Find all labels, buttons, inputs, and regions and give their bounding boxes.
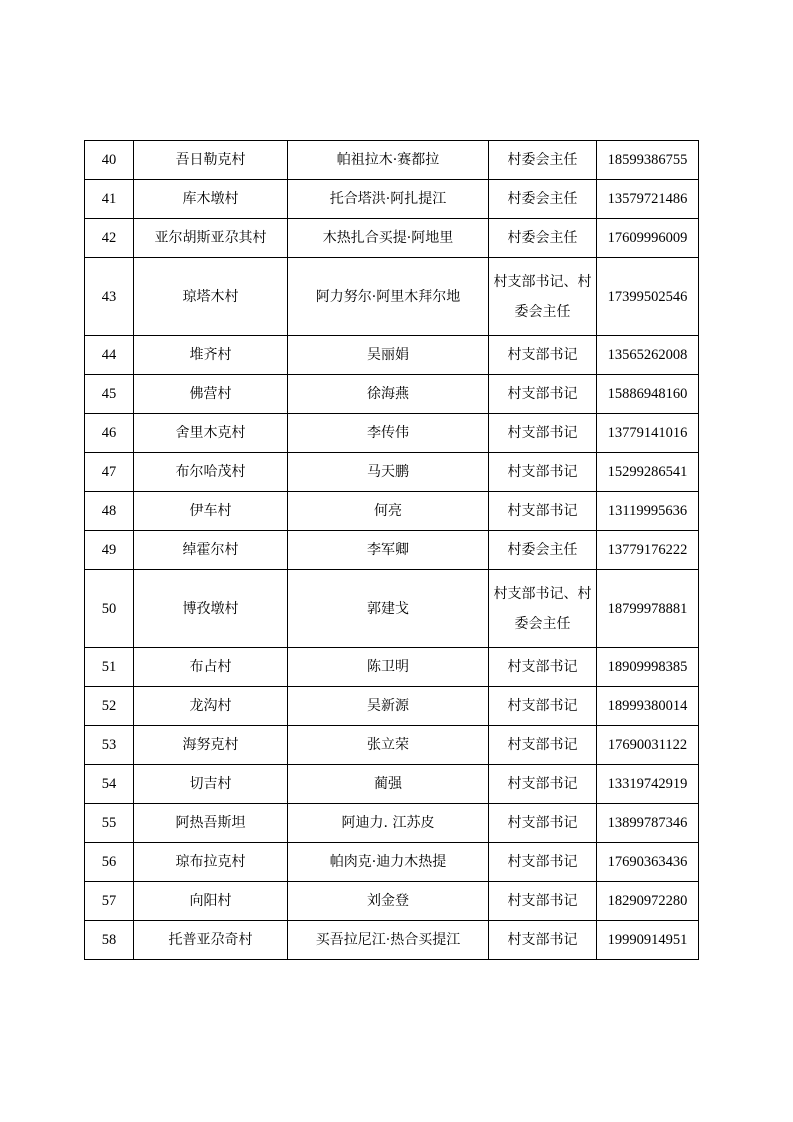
- row-number: 52: [85, 687, 134, 726]
- phone-number: 15886948160: [597, 375, 699, 414]
- person-name: 阿迪力. 江苏皮: [288, 804, 489, 843]
- table-row: [85, 531, 699, 570]
- table-row: [85, 921, 699, 960]
- person-name: 李传伟: [288, 414, 489, 453]
- row-number: 58: [85, 921, 134, 960]
- phone-number: 13779141016: [597, 414, 699, 453]
- position: 村委会主任: [489, 141, 597, 180]
- phone-number: 18599386755: [597, 141, 699, 180]
- village-name: 琼塔木村: [134, 258, 288, 336]
- table-row: [85, 570, 699, 648]
- row-number: 42: [85, 219, 134, 258]
- phone-number: 17690031122: [597, 726, 699, 765]
- village-name: 阿热吾斯坦: [134, 804, 288, 843]
- person-name: 吴新源: [288, 687, 489, 726]
- row-number: 56: [85, 843, 134, 882]
- contact-table: [84, 140, 699, 960]
- phone-number: 13779176222: [597, 531, 699, 570]
- phone-number: 13119995636: [597, 492, 699, 531]
- table-row: [85, 648, 699, 687]
- village-name: 堆齐村: [134, 336, 288, 375]
- position: 村支部书记: [489, 882, 597, 921]
- position: 村支部书记: [489, 843, 597, 882]
- position: 村支部书记: [489, 414, 597, 453]
- table-row: [85, 843, 699, 882]
- person-name: 吴丽娟: [288, 336, 489, 375]
- position: 村支部书记: [489, 492, 597, 531]
- row-number: 43: [85, 258, 134, 336]
- table-row: [85, 141, 699, 180]
- table-row: [85, 258, 699, 336]
- phone-number: 13319742919: [597, 765, 699, 804]
- position: 村支部书记: [489, 921, 597, 960]
- village-name: 切吉村: [134, 765, 288, 804]
- table-body: [85, 141, 699, 960]
- row-number: 47: [85, 453, 134, 492]
- table-row: [85, 687, 699, 726]
- table-row: [85, 180, 699, 219]
- position: 村支部书记: [489, 336, 597, 375]
- person-name: 陈卫明: [288, 648, 489, 687]
- table-row: [85, 336, 699, 375]
- table-row: [85, 882, 699, 921]
- position: 村委会主任: [489, 180, 597, 219]
- position: 村委会主任: [489, 531, 597, 570]
- village-name: 佛营村: [134, 375, 288, 414]
- phone-number: 17399502546: [597, 258, 699, 336]
- row-number: 49: [85, 531, 134, 570]
- table-row: [85, 804, 699, 843]
- table-row: [85, 414, 699, 453]
- person-name: 马天鹏: [288, 453, 489, 492]
- village-name: 库木墩村: [134, 180, 288, 219]
- village-name: 向阳村: [134, 882, 288, 921]
- position: 村支部书记: [489, 765, 597, 804]
- position: 村支部书记: [489, 687, 597, 726]
- position: 村支部书记、村委会主任: [489, 258, 597, 336]
- person-name: 买吾拉尼江·热合买提江: [288, 921, 489, 960]
- person-name: 李军卿: [288, 531, 489, 570]
- row-number: 40: [85, 141, 134, 180]
- village-name: 绰霍尔村: [134, 531, 288, 570]
- village-name: 琼布拉克村: [134, 843, 288, 882]
- phone-number: 18290972280: [597, 882, 699, 921]
- village-name: 博孜墩村: [134, 570, 288, 648]
- row-number: 46: [85, 414, 134, 453]
- village-name: 海努克村: [134, 726, 288, 765]
- phone-number: 13579721486: [597, 180, 699, 219]
- row-number: 50: [85, 570, 134, 648]
- row-number: 45: [85, 375, 134, 414]
- person-name: 木热扎合买提·阿地里: [288, 219, 489, 258]
- phone-number: 18999380014: [597, 687, 699, 726]
- position: 村支部书记: [489, 648, 597, 687]
- person-name: 蔺强: [288, 765, 489, 804]
- village-name: 吾日勒克村: [134, 141, 288, 180]
- table-row: [85, 453, 699, 492]
- row-number: 57: [85, 882, 134, 921]
- table-row: [85, 765, 699, 804]
- village-name: 龙沟村: [134, 687, 288, 726]
- position: 村支部书记、村委会主任: [489, 570, 597, 648]
- position: 村支部书记: [489, 453, 597, 492]
- person-name: 帕肉克·迪力木热提: [288, 843, 489, 882]
- position: 村委会主任: [489, 219, 597, 258]
- village-name: 伊车村: [134, 492, 288, 531]
- phone-number: 13565262008: [597, 336, 699, 375]
- table-row: [85, 375, 699, 414]
- position: 村支部书记: [489, 375, 597, 414]
- phone-number: 17609996009: [597, 219, 699, 258]
- document-page: [84, 140, 699, 960]
- phone-number: 13899787346: [597, 804, 699, 843]
- row-number: 53: [85, 726, 134, 765]
- table-row: [85, 492, 699, 531]
- table-row: [85, 219, 699, 258]
- row-number: 44: [85, 336, 134, 375]
- person-name: 托合塔洪·阿扎提江: [288, 180, 489, 219]
- row-number: 48: [85, 492, 134, 531]
- village-name: 布尔哈茂村: [134, 453, 288, 492]
- person-name: 刘金登: [288, 882, 489, 921]
- village-name: 舍里木克村: [134, 414, 288, 453]
- table-row: [85, 726, 699, 765]
- village-name: 托普亚尕奇村: [134, 921, 288, 960]
- phone-number: 17690363436: [597, 843, 699, 882]
- row-number: 54: [85, 765, 134, 804]
- person-name: 何亮: [288, 492, 489, 531]
- phone-number: 18909998385: [597, 648, 699, 687]
- village-name: 亚尔胡斯亚尕其村: [134, 219, 288, 258]
- position: 村支部书记: [489, 804, 597, 843]
- phone-number: 19990914951: [597, 921, 699, 960]
- person-name: 郭建戈: [288, 570, 489, 648]
- row-number: 55: [85, 804, 134, 843]
- phone-number: 18799978881: [597, 570, 699, 648]
- person-name: 张立荣: [288, 726, 489, 765]
- village-name: 布占村: [134, 648, 288, 687]
- row-number: 51: [85, 648, 134, 687]
- person-name: 徐海燕: [288, 375, 489, 414]
- person-name: 帕祖拉木·赛都拉: [288, 141, 489, 180]
- person-name: 阿力努尔·阿里木拜尔地: [288, 258, 489, 336]
- position: 村支部书记: [489, 726, 597, 765]
- phone-number: 15299286541: [597, 453, 699, 492]
- row-number: 41: [85, 180, 134, 219]
